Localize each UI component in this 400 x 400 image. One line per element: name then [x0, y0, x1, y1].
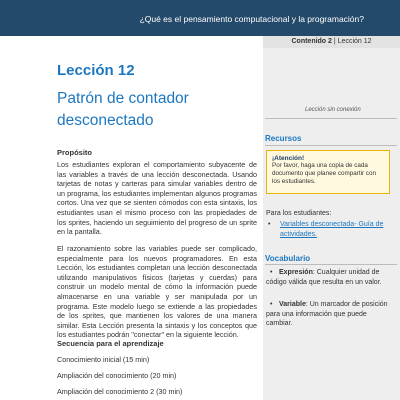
vocab-term: Expresión: [279, 269, 313, 276]
top-header-bar: [0, 0, 400, 36]
sequence-item: Ampliación del conocimiento (20 min): [57, 371, 177, 380]
activity-guide-item: [266, 220, 394, 239]
vocab-term: Variable: [279, 301, 306, 308]
content-tab[interactable]: [263, 36, 400, 48]
activity-guide-link[interactable]: Variables desconectada- Guía de actividades.: [280, 221, 384, 238]
sequence-item: Ampliación del conocimiento 2 (30 min): [57, 387, 183, 396]
divider: [265, 264, 397, 265]
divider: [265, 118, 397, 119]
attention-callout: [266, 150, 390, 194]
tab-lesson: Lección 12: [337, 38, 372, 45]
bullet-icon: •: [270, 301, 273, 308]
purpose-paragraph-1: Los estudiantes exploran el comportamiento subyacente de las variables a través de una lección desconectada. Usando tarjetas de notas y carteras para simular variables dentro de un programa, los estudiantes implementan algunos programas cortos. Una vez que se sienten cómodos con esta sintaxis, los estudiantes usan el mismo proceso con las propiedades de los sprites, haciendo un seguimiento del progreso de un sprite en la pantalla.: [57, 160, 257, 237]
lesson-label: Lección 12: [57, 62, 135, 79]
lesson-title: Patrón de contador desconectado: [57, 90, 189, 129]
course-title: ¿Qué es el pensamiento computacional y la programación?: [139, 14, 364, 24]
for-students-label: Para los estudiantes:: [266, 210, 332, 217]
purpose-paragraph-2: El razonamiento sobre las variables puede ser complicado, especialmente para los nuevos programadores. En esta Lección, los estudiantes completan una lección desconectada utilizando manipulativos físicos (tarjetas y cuerdas) para construir un modelo mental de cómo la información puede almacenarse en una variable y ser manipulada por un programa. Este modelo luego se extiende a las propiedades de los sprites, que mantienen los valores de una manera similar. Esta Lección presenta la sintaxis y los conceptos que los estudiantes podrán "conectar" en la siguiente lección.: [57, 244, 257, 340]
divider: [265, 145, 397, 146]
tab-separator: |: [331, 38, 338, 45]
vocabulary-heading: Vocabulario: [265, 254, 311, 263]
callout-text: Por favor, haga una copia de cada documento que planee compartir con los estudiantes.: [272, 162, 376, 185]
sequence-heading: Secuencia para el aprendizaje: [57, 339, 164, 348]
vocab-item: [266, 300, 394, 329]
bullet-icon: •: [270, 269, 273, 276]
resources-heading: Recursos: [265, 134, 302, 143]
vocab-definition: : Un marcador de posición para una información que puede cambiar.: [266, 301, 388, 328]
offline-lesson-note: Lección sin conexión: [305, 107, 361, 113]
purpose-heading: Propósito: [57, 148, 92, 157]
bullet-icon: •: [268, 221, 271, 228]
callout-title: ¡Atención!: [272, 155, 305, 162]
content-label: Contenido 2: [291, 38, 332, 45]
vocab-definition: : Cualquier unidad de código válida que resulta en un valor.: [266, 269, 382, 286]
vocab-item: [266, 268, 394, 287]
sequence-item: Conocimiento inicial (15 min): [57, 355, 150, 364]
